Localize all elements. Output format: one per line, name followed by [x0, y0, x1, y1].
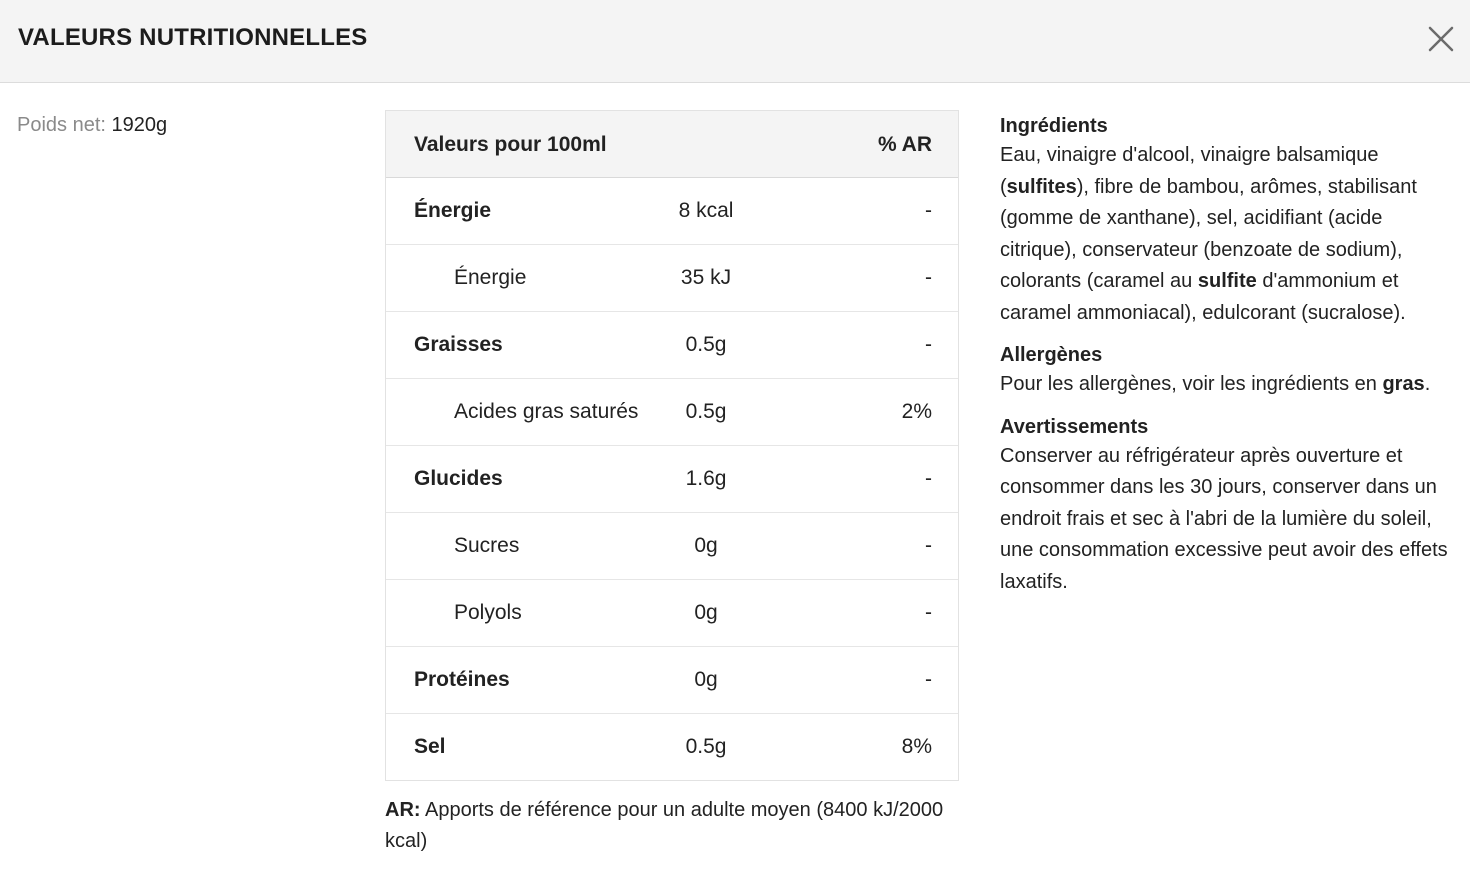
nutrient-value: 0.5g: [685, 333, 727, 356]
allergens-bold: gras: [1382, 373, 1425, 395]
table-header: [386, 111, 958, 178]
ingredients-part-2: ), fibre de bambou, arômes, stabilisant (gomme de xanthane), sel, acidifiant (acide citrique), conservateur (benzoate de sodium), colorants (caramel au: [1000, 175, 1417, 292]
nutrient-name: Acides gras saturés: [454, 400, 639, 423]
nutrient-name: Énergie: [414, 199, 492, 222]
nutrient-value: 35 kJ: [680, 266, 732, 289]
nutrient-ar: -: [925, 199, 932, 222]
nutrient-name: Glucides: [414, 467, 503, 490]
product-info: [1000, 112, 1462, 610]
allergens-text: [1000, 369, 1462, 401]
nutrient-value: 0g: [694, 668, 718, 691]
ingredients-part-1: Eau, vinaigre d'alcool, vinaigre balsamique (: [1000, 144, 1379, 198]
nutrient-value: 8 kcal: [678, 199, 734, 222]
ingredients-bold-2: sulfite: [1197, 270, 1257, 292]
table-body: [386, 178, 958, 780]
table-row: [386, 647, 958, 714]
modal-header: [0, 0, 1470, 83]
table-row: [386, 446, 958, 513]
table-row: [386, 580, 958, 647]
net-weight-value: 1920g: [111, 114, 168, 136]
nutrient-value: 0g: [694, 601, 718, 624]
nutrient-ar: -: [925, 601, 932, 624]
nutrient-value: 0g: [694, 534, 718, 557]
allergens-part-1: Pour les allergènes, voir les ingrédients en: [1000, 373, 1383, 395]
ar-footnote: [385, 795, 945, 857]
net-weight: [17, 114, 167, 137]
table-row: [386, 513, 958, 580]
nutrient-value: 0.5g: [685, 735, 727, 758]
table-header-ar: % AR: [877, 133, 932, 156]
table-row: [386, 245, 958, 312]
table-row: [386, 178, 958, 245]
ingredients-part-3: d'ammonium et caramel ammoniacal), edulcorant (sucralose).: [1000, 270, 1406, 324]
nutrient-ar: -: [925, 333, 932, 356]
table-row: [386, 379, 958, 446]
nutrient-name: Polyols: [454, 601, 522, 624]
allergens-part-2: .: [1424, 373, 1431, 395]
nutrient-ar: -: [925, 266, 932, 289]
nutrient-ar: -: [925, 467, 932, 490]
nutrient-value: 1.6g: [685, 467, 727, 490]
nutrient-name: Graisses: [414, 333, 503, 356]
close-icon[interactable]: [1422, 20, 1460, 58]
nutrient-ar: 2%: [901, 400, 932, 423]
close-button[interactable]: [1422, 20, 1460, 58]
nutrition-table: [385, 110, 959, 781]
nutrient-name: Sel: [414, 735, 446, 758]
ingredients-text: [1000, 140, 1462, 329]
ar-footnote-text: Apports de référence pour un adulte moyen (8400 kJ/2000 kcal): [385, 799, 944, 852]
table-row: [386, 312, 958, 379]
warnings-title: Avertissements: [1000, 415, 1149, 438]
nutrient-name: Énergie: [454, 266, 527, 289]
nutrient-ar: 8%: [901, 735, 932, 758]
ar-footnote-label: AR:: [385, 799, 421, 821]
nutrient-name: Sucres: [454, 534, 520, 557]
modal-title: VALEURS NUTRITIONNELLES: [18, 24, 368, 51]
nutrient-name: Protéines: [414, 668, 510, 691]
nutrient-ar: -: [925, 668, 932, 691]
nutrient-value: 0.5g: [685, 400, 727, 423]
nutrient-ar: -: [925, 534, 932, 557]
net-weight-label: Poids net:: [17, 114, 106, 136]
allergens-title: Allergènes: [1000, 344, 1103, 366]
table-row: [386, 714, 958, 780]
warnings-text: Conserver au réfrigérateur après ouverture et consommer dans les 30 jours, conserver dans un endroit frais et sec à l'abri de la lumière du soleil, une consommation excessive peut avoir des effets laxatifs.: [1000, 444, 1448, 593]
table-header-label: Valeurs pour 100ml: [414, 133, 607, 156]
ingredients-bold-1: sulfites: [1006, 175, 1077, 198]
ingredients-title: Ingrédients: [1000, 115, 1108, 137]
